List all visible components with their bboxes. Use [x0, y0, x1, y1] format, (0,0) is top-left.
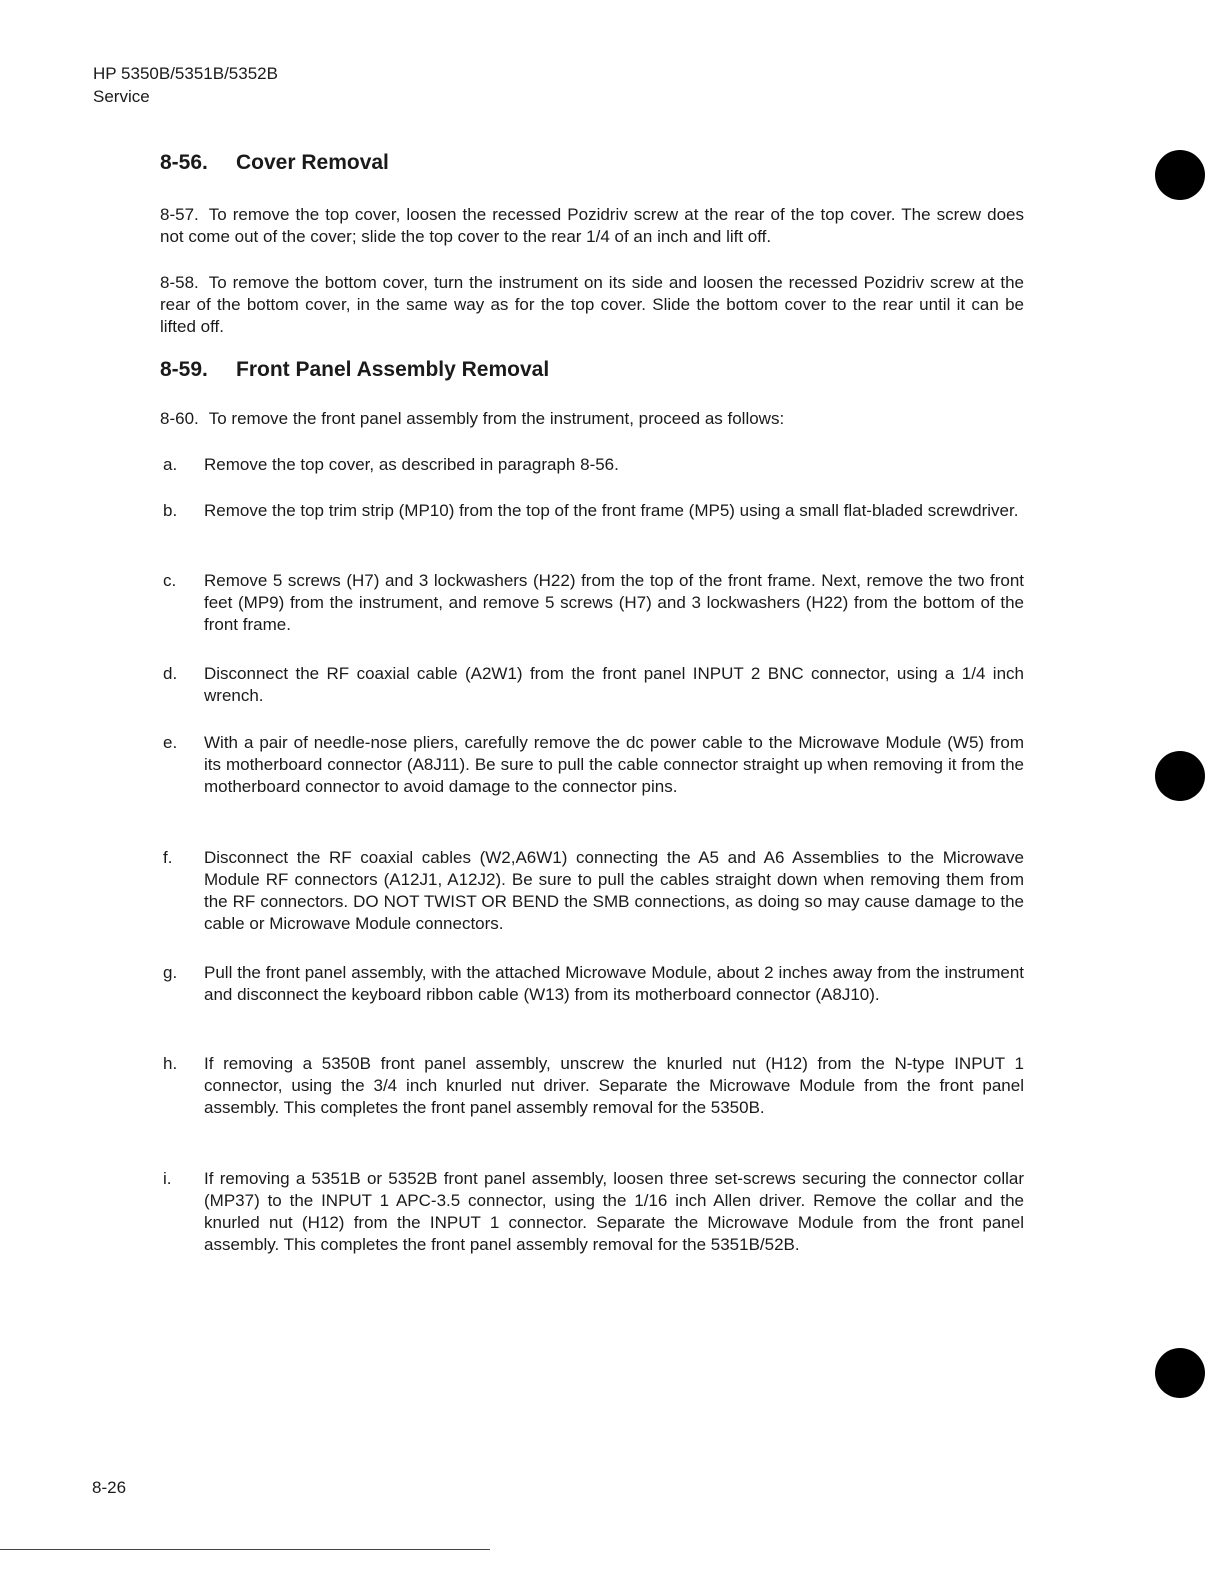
section-heading-front-panel-removal	[160, 358, 549, 382]
section-title-text: Cover Removal	[236, 151, 389, 174]
procedure-step-a	[163, 454, 1024, 476]
step-text: If removing a 5350B front panel assembly, unscrew the knurled nut (H12) from the N-type INPUT 1 connector, using the 3/4 inch knurled nut driver. Separate the Microwave Module from the front panel assembly. This completes the front panel assembly removal for the 5350B.	[204, 1054, 1024, 1117]
paragraph-8-57	[160, 204, 1024, 248]
procedure-step-c	[163, 570, 1024, 636]
step-text: Pull the front panel assembly, with the attached Microwave Module, about 2 inches away from the instrument and disconnect the keyboard ribbon cable (W13) from its motherboard connector (A8J10).	[204, 963, 1024, 1004]
step-letter: h.	[163, 1054, 178, 1073]
section-heading-cover-removal	[160, 151, 389, 175]
header-model-line: HP 5350B/5351B/5352B	[93, 64, 278, 83]
procedure-step-d	[163, 663, 1024, 707]
procedure-step-h	[163, 1053, 1024, 1119]
page-number: 8-26	[92, 1478, 127, 1497]
bottom-rule	[0, 1549, 490, 1550]
step-letter: i.	[163, 1169, 172, 1188]
procedure-step-f	[163, 847, 1024, 935]
step-text: With a pair of needle-nose pliers, carefully remove the dc power cable to the Microwave Module (W5) from its motherboard connector (A8J11). Be sure to pull the cable connector straight up when removing it from the motherboard connector to avoid damage to the connector pins.	[204, 733, 1024, 796]
header-section-line: Service	[93, 87, 150, 106]
section-title-text: Front Panel Assembly Removal	[236, 358, 550, 381]
section-number: 8-56.	[160, 151, 208, 174]
running-header	[93, 62, 278, 108]
binder-hole-top	[1155, 150, 1205, 200]
procedure-step-e	[163, 732, 1024, 798]
paragraph-text: To remove the top cover, loosen the recessed Pozidriv screw at the rear of the top cover. The screw does not come out of the cover; slide the top cover to the rear 1/4 of an inch and lift off.	[160, 205, 1024, 246]
step-letter: g.	[163, 963, 178, 982]
paragraph-number: 8-58.	[160, 273, 199, 292]
step-text: Remove 5 screws (H7) and 3 lockwashers (H22) from the top of the front frame. Next, remove the two front feet (MP9) from the instrument, and remove 5 screws (H7) and 3 lockwashers (H22) from the bottom of the front frame.	[204, 571, 1024, 634]
paragraph-8-60	[160, 408, 1024, 430]
step-text: Disconnect the RF coaxial cable (A2W1) from the front panel INPUT 2 BNC connector, using a 1/4 inch wrench.	[204, 664, 1024, 705]
section-number: 8-59.	[160, 358, 208, 381]
step-text: Remove the top trim strip (MP10) from the top of the front frame (MP5) using a small flat-bladed screwdriver.	[204, 501, 1019, 520]
binder-hole-bottom	[1155, 1348, 1205, 1398]
step-text: If removing a 5351B or 5352B front panel assembly, loosen three set-screws securing the connector collar (MP37) to the INPUT 1 APC-3.5 connector, using the 1/16 inch Allen driver. Remove the collar and the knurled nut (H12) from the INPUT 1 connector. Separate the Microwave Module from the front panel assembly. This completes the front panel assembly removal for the 5351B/52B.	[204, 1169, 1024, 1254]
step-text: Disconnect the RF coaxial cables (W2,A6W1) connecting the A5 and A6 Assemblies to the Microwave Module RF connectors (A12J1, A12J2). Be sure to pull the cables straight down when removing them from the RF connectors. DO NOT TWIST OR BEND the SMB connections, as doing so may cause damage to the cable or Microwave Module connectors.	[204, 848, 1024, 933]
paragraph-number: 8-57.	[160, 205, 199, 224]
paragraph-8-58	[160, 272, 1024, 338]
step-letter: c.	[163, 571, 177, 590]
procedure-step-g	[163, 962, 1024, 1006]
binder-hole-middle	[1155, 751, 1205, 801]
paragraph-number: 8-60.	[160, 409, 199, 428]
step-text: Remove the top cover, as described in paragraph 8-56.	[204, 455, 619, 474]
step-letter: e.	[163, 733, 178, 752]
procedure-step-i	[163, 1168, 1024, 1256]
step-letter: a.	[163, 455, 178, 474]
paragraph-text: To remove the bottom cover, turn the instrument on its side and loosen the recessed Pozidriv screw at the rear of the bottom cover, in the same way as for the top cover. Slide the bottom cover to the rear until it can be lifted off.	[160, 273, 1024, 336]
step-letter: b.	[163, 501, 178, 520]
step-letter: d.	[163, 664, 178, 683]
procedure-step-b	[163, 500, 1024, 522]
step-letter: f.	[163, 848, 173, 867]
paragraph-text: To remove the front panel assembly from the instrument, proceed as follows:	[208, 409, 785, 428]
